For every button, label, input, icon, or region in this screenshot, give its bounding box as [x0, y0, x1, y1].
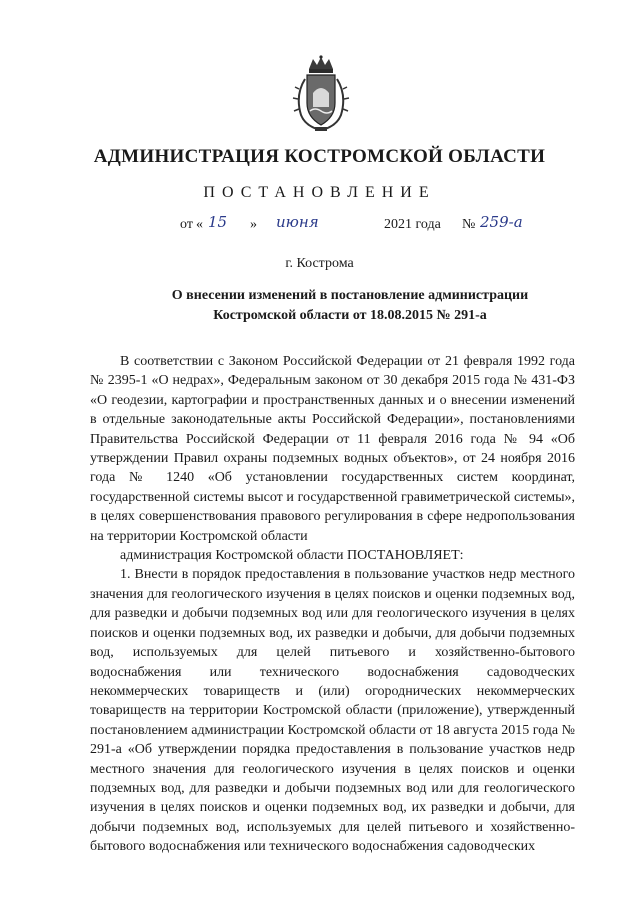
document-type: ПОСТАНОВЛЕНИЕ — [203, 184, 436, 201]
item-1-paragraph: 1. Внести в порядок предоставления в пользование участков недр местного значения для геологического изучения в целях поисков и оценки подземных вод, для разведки и добычи подземных вод или для геологического изучения в целях поисков и оценки подземных вод, их разведки и добычи, для добычи подземных вод, используемых для целей питьевого и хозяйственно-бытового водоснабжения или технического водоснабжения садоводческих некоммерческих товариществ и (или) огороднических некоммерческих товариществ на территории Костромской области (приложение), утвержденный постановлением администрации Костромской области от 18 августа 2015 года № 291-а «Об утверждении порядка предоставления в пользование участков недр местного значения для геологического изучения в целях поисков и оценки подземных вод, для разведки и добычи подземных вод или для геологического изучения в целях поисков и оценки подземных вод, их разведки и добычи, для добычи подземных вод, используемых для целей питьевого и хозяйственно-бытового водоснабжения или технического водоснабжения садоводческих — [90, 567, 575, 855]
subject-line-1: О внесении изменений в постановление администрации — [171, 288, 529, 303]
date-month-handwritten: июня — [276, 213, 319, 231]
document-subject — [150, 286, 550, 326]
date-from-label: от — [180, 217, 193, 232]
agency-title: АДМИНИСТРАЦИЯ КОСТРОМСКОЙ ОБЛАСТИ — [93, 146, 546, 167]
city-line: г. Кострома — [285, 256, 354, 271]
subject-line-2: Костромской области от 18.08.2015 № 291-а — [213, 308, 487, 323]
quote-close: » — [250, 217, 257, 232]
date-year: 2021 года — [384, 217, 441, 232]
resolves-paragraph: администрация Костромской области ПОСТАНОВЛЯЕТ: — [120, 548, 464, 564]
coat-of-arms-icon — [291, 55, 351, 135]
date-day-handwritten: 15 — [208, 213, 228, 231]
document-body — [90, 352, 575, 857]
preamble-paragraph: В соответствии с Законом Российской Федерации от 21 февраля 1992 года № 2395-1 «О недрах», Федеральным законом от 30 декабря 2015 года № 431-ФЗ «О геодезии, картографии и пространственных данных и о внесении изменений в отдельные законодательные акты Российской Федерации», постановлениями Правительства Российской Федерации от 11 февраля 2016 года № 94 «Об утверждении Правил охраны подземных водных объектов», от 24 ноября 2016 года № 1240 «Об установлении государственных систем координат, государственной системы высот и государственной гравиметрической системы», в целях совершенствования правового регулирования в сфере недропользования на территории Костромской области — [90, 354, 575, 544]
document-number-handwritten: 259-а — [480, 213, 523, 231]
quote-open: « — [196, 217, 203, 232]
number-label: № — [462, 217, 476, 232]
